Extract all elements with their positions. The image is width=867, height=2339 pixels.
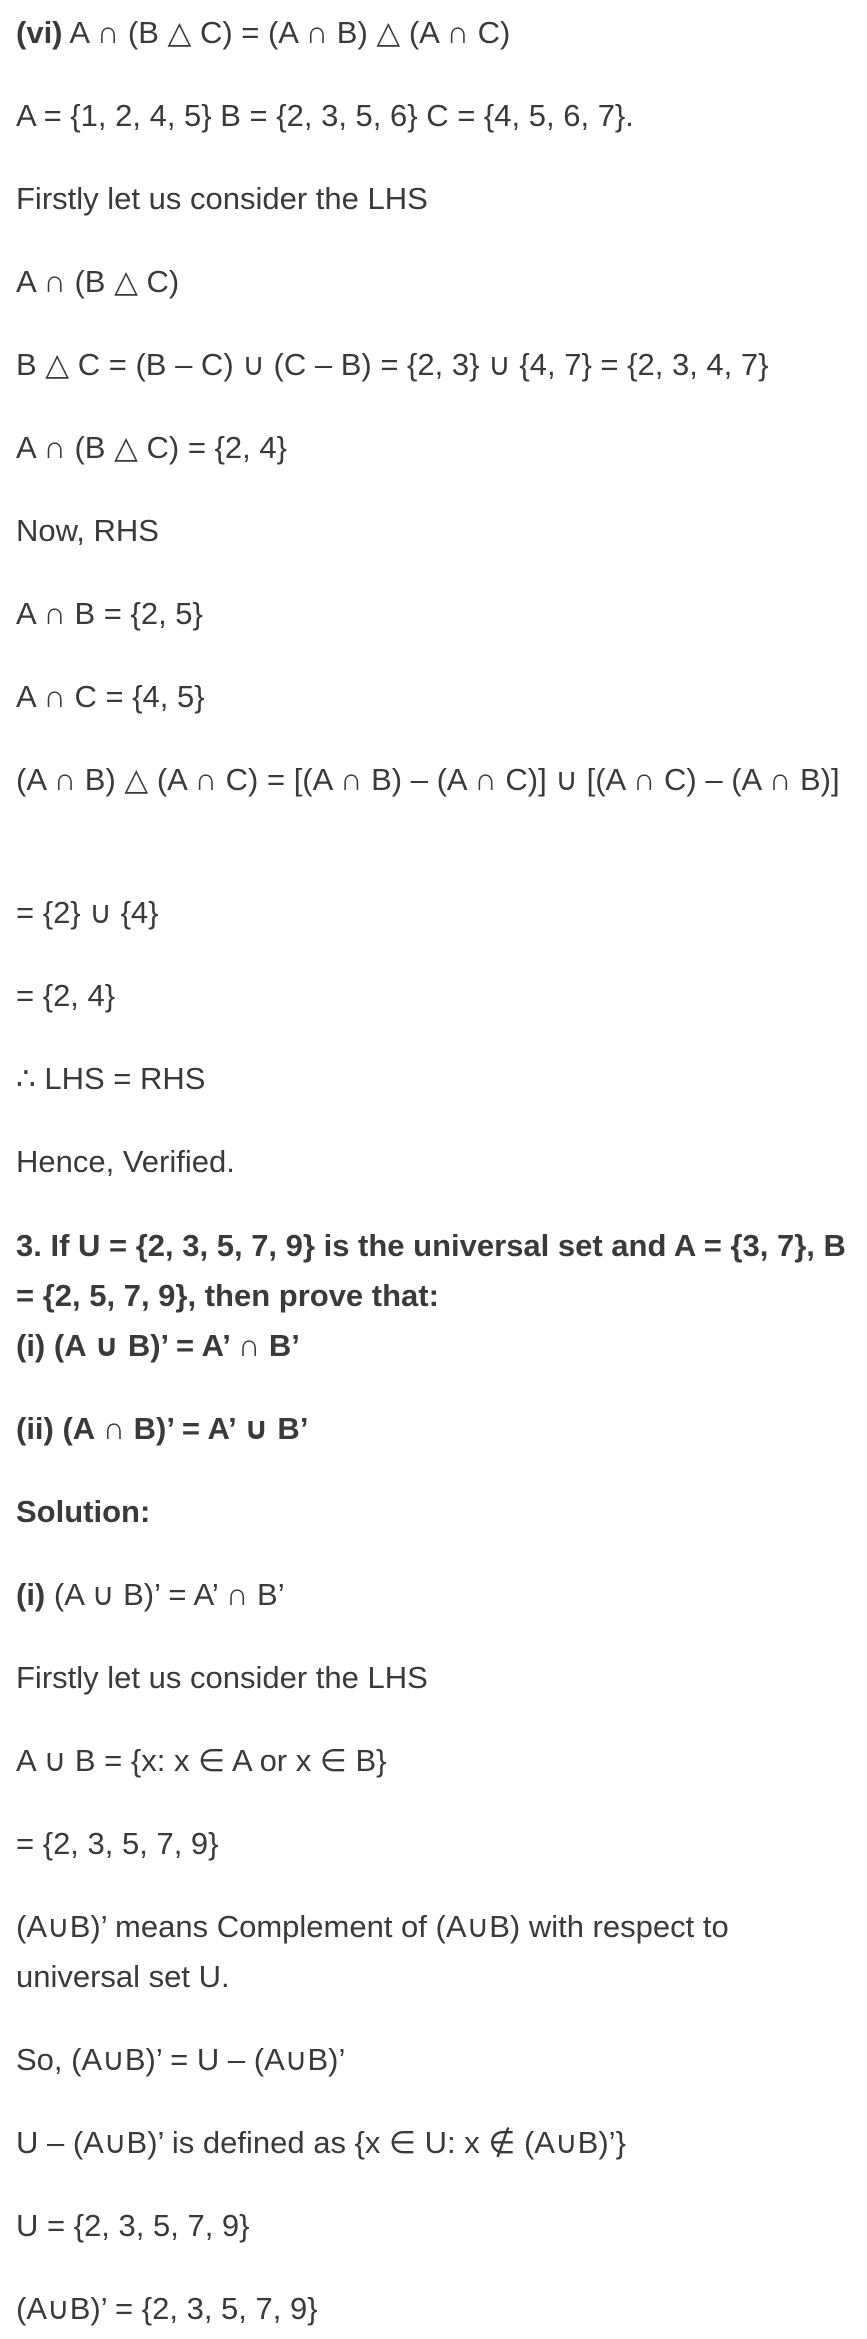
rhs-expression: (A ∩ B) △ (A ∩ C) = [(A ∩ B) – (A ∩ C)] ∪ [(A ∩ C) – (A ∩ B)] xyxy=(16,762,840,797)
b-symdiff-c: B △ C = (B – C) ∪ (C – B) = {2, 3} ∪ {4, 7} = {2, 3, 4, 7} xyxy=(16,347,769,382)
lhs-intro: Firstly let us consider the LHS xyxy=(16,181,428,216)
a-union-b-value: = {2, 3, 5, 7, 9} xyxy=(16,1826,219,1861)
a-union-b-definition: A ∪ B = {x: x ∈ A or x ∈ B} xyxy=(16,1743,387,1778)
rhs-intro: Now, RHS xyxy=(16,513,159,548)
complement-explanation: (A∪B)’ means Complement of (A∪B) with respect to universal set U. xyxy=(16,1909,729,1994)
given-sets: A = {1, 2, 4, 5} B = {2, 3, 5, 6} C = {4, 5, 6, 7}. xyxy=(16,98,634,133)
rhs-step: = {2} ∪ {4} xyxy=(16,895,159,930)
solution-part-i-text: (A ∪ B)’ = A’ ∩ B’ xyxy=(45,1577,285,1612)
question-3-part-i: (i) (A ∪ B)’ = A’ ∩ B’ xyxy=(16,1328,300,1363)
lhs-intro-2: Firstly let us consider the LHS xyxy=(16,1660,428,1695)
complement-definition: U – (A∪B)’ is defined as {x ∈ U: x ∉ (A∪B)’} xyxy=(16,2125,626,2160)
question-3: 3. If U = {2, 3, 5, 7, 9} is the universal set and A = {3, 7}, B = {2, 5, 7, 9}, then prove that: xyxy=(16,1228,846,1313)
solution-heading: Solution: xyxy=(16,1494,151,1529)
solution-part-i-label: (i) xyxy=(16,1577,46,1612)
verified-text: Hence, Verified. xyxy=(16,1144,235,1179)
universal-set: U = {2, 3, 5, 7, 9} xyxy=(16,2208,250,2243)
complement-value: (A∪B)’ = {2, 3, 5, 7, 9} xyxy=(16,2291,318,2326)
complement-formula: So, (A∪B)’ = U – (A∪B)’ xyxy=(16,2042,346,2077)
a-intersect-b: A ∩ B = {2, 5} xyxy=(16,596,203,631)
a-intersect-c: A ∩ C = {4, 5} xyxy=(16,679,205,714)
lhs-equals-rhs: ∴ LHS = RHS xyxy=(16,1061,206,1096)
lhs-expression: A ∩ (B △ C) xyxy=(16,264,180,299)
question-3-part-ii: (ii) (A ∩ B)’ = A’ ∪ B’ xyxy=(16,1411,309,1446)
part-vi-text: A ∩ (B △ C) = (A ∩ B) △ (A ∩ C) xyxy=(62,15,511,50)
lhs-result: A ∩ (B △ C) = {2, 4} xyxy=(16,430,287,465)
rhs-result: = {2, 4} xyxy=(16,978,116,1013)
solution-part-i xyxy=(16,1570,856,1620)
part-vi-label: (vi) xyxy=(16,15,63,50)
part-vi-statement xyxy=(16,8,856,58)
